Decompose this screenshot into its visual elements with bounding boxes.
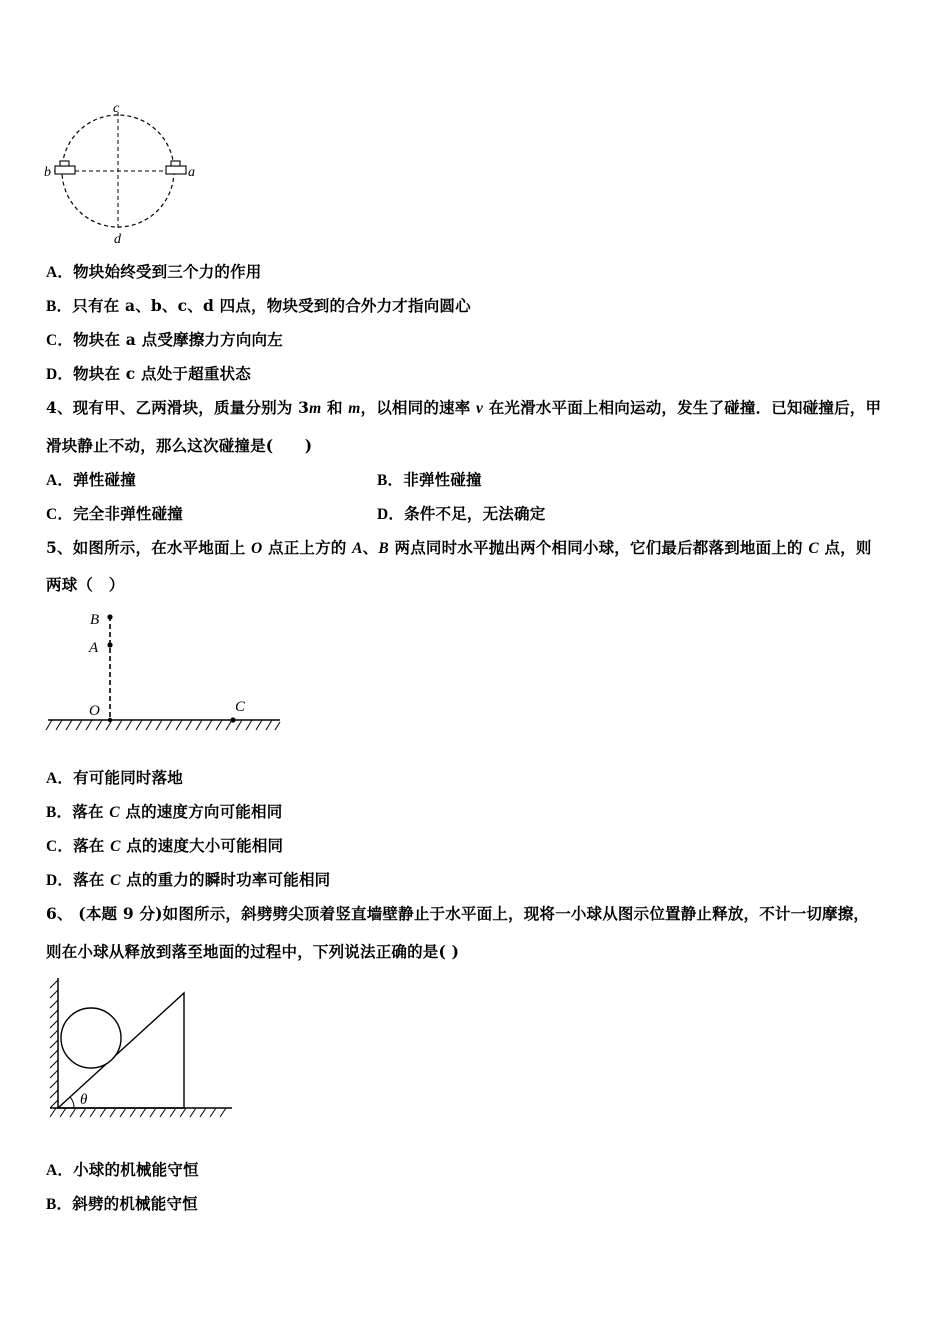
- q4-stem-line1: 4、现有甲、乙两滑块，质量分别为 3m 和 m，以相同的速率 v 在光滑水平面上相向运动，发生了碰撞．已知碰撞后，甲: [46, 398, 882, 417]
- point-a: [107, 642, 112, 647]
- q6-option-b: B．斜劈的机械能守恒: [46, 1194, 198, 1213]
- q5-option-d: D．落在 C 点的重力的瞬时功率可能相同: [46, 870, 331, 889]
- angle-arc: [70, 1097, 74, 1108]
- q3-option-c: C．物块在 a 点受摩擦力方向向左: [46, 330, 283, 349]
- q3-option-d: D．物块在 c 点处于超重状态: [46, 364, 251, 383]
- label-O: O: [89, 703, 100, 719]
- theta-label: θ: [80, 1092, 88, 1108]
- q6-stem-line2: 则在小球从释放到落至地面的过程中，下列说法正确的是( ): [46, 942, 460, 961]
- floor-hatching: [50, 1108, 226, 1117]
- circle-motion-figure: [40, 100, 210, 248]
- q4-option-b: B．非弹性碰撞: [377, 470, 482, 489]
- q6-option-a: A．小球的机械能守恒: [46, 1160, 199, 1179]
- label-c: c: [113, 101, 120, 116]
- label-A: A: [89, 640, 99, 656]
- block-b: [55, 161, 75, 174]
- q6-stem-line1: 6、 (本题 9 分)如图所示，斜劈劈尖顶着竖直墙壁静止于水平面上，现将一小球从图示位置静止释放，不计一切摩擦，: [46, 904, 870, 923]
- projectile-figure: [44, 604, 284, 736]
- point-c: [230, 717, 235, 722]
- q5-option-c: C．落在 C 点的速度大小可能相同: [46, 836, 284, 855]
- q5-option-b: B．落在 C 点的速度方向可能相同: [46, 802, 283, 821]
- label-d: d: [114, 232, 121, 247]
- q5-option-a: A．有可能同时落地: [46, 768, 183, 787]
- label-b: b: [44, 165, 51, 180]
- block-a: [166, 161, 186, 174]
- q4-option-a: A．弹性碰撞: [46, 470, 136, 489]
- q3-option-a: A．物块始终受到三个力的作用: [46, 262, 262, 281]
- q3-option-b: B．只有在 a、b、c、d 四点，物块受到的合外力才指向圆心: [46, 296, 471, 315]
- point-o: [108, 718, 112, 722]
- q4-option-c: C．完全非弹性碰撞: [46, 504, 183, 523]
- q5-stem-line2: 两球（ ）: [46, 575, 125, 594]
- ball: [61, 1008, 121, 1068]
- label-B: B: [90, 612, 100, 628]
- point-b: [107, 614, 112, 619]
- q4-stem-line2: 滑块静止不动，那么这次碰撞是( ): [46, 436, 313, 455]
- wedge-ball-figure: [42, 974, 238, 1126]
- wall-hatching: [50, 980, 58, 1108]
- label-a: a: [188, 165, 195, 180]
- q5-stem-line1: 5、如图所示，在水平地面上 O 点正上方的 A、B 两点同时水平抛出两个相同小球，它们最后都落到地面上的 C 点，则: [46, 538, 872, 557]
- ground-hatching: [46, 720, 280, 730]
- label-C: C: [235, 699, 246, 715]
- q4-option-d: D．条件不足，无法确定: [377, 504, 546, 523]
